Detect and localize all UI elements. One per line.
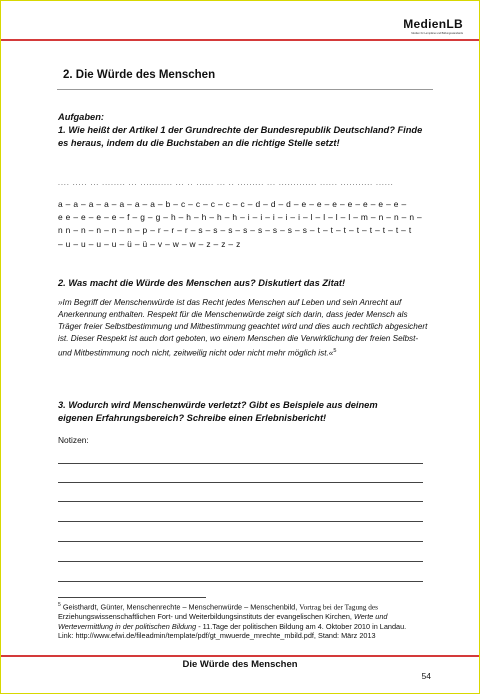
footnote-divider: [58, 597, 206, 598]
writing-line[interactable]: [58, 501, 423, 502]
task-1: [58, 111, 428, 150]
question-1: 1. Wie heißt der Artikel 1 der Grundrechte der Bundesrepublik Deutschland? Finde es heraus, indem du die Buchstaben an die richtige Stelle setzt!: [58, 125, 423, 148]
footnote-text: Erziehungswissenschaftlichen Fort- und Weiterbildungsinstituts der evangelischen Kirchen,: [58, 612, 354, 622]
writing-line[interactable]: [58, 541, 423, 542]
answer-placeholder-dots: .... ..... ... ........ ... ........... ... .. ...... ... .. ......... ... ............. ...... ........... ......: [58, 180, 394, 187]
footer-title: Die Würde des Menschen: [182, 659, 298, 670]
footnote-reference: 5: [333, 348, 337, 355]
footer-divider: [1, 655, 479, 657]
writing-line[interactable]: [58, 521, 423, 522]
writing-line[interactable]: [58, 463, 423, 464]
logo-name: MedienLB: [403, 17, 463, 31]
letter-line: a – a – a – a – a – a – a – b – c – c – c – c – c – d – d – d – e – e – e – e – e – e – e –: [58, 199, 407, 209]
writing-line[interactable]: [58, 561, 423, 562]
medienlb-logo: [403, 17, 463, 35]
letter-line: – u – u – u – u – ü – ü – v – w – w – z – z – z: [58, 238, 241, 249]
writing-line[interactable]: [58, 482, 423, 483]
header-divider: [1, 39, 479, 41]
footnote: [58, 601, 423, 641]
notes-label: Notizen:: [58, 435, 89, 445]
section-title: 2. Die Würde des Menschen: [63, 69, 216, 81]
quote-text: »Im Begriff der Menschenwürde ist das Recht jedes Menschen auf Leben und sein Anrecht auf Anerkennung enthalten. Respekt für die Menschenwürde zeigt sich darin, dass jeder Mensch als Träger freier Selbstbestimmung und Mitbestimmung geachtet wird und dies auch rechtlich abgesichert ist. Dieser Respekt ist auch dort geboten, wo einem Menschen die Verwirklichung der freien Selbst- und Mitbestimmung noch nicht, zeitweilig nicht oder nicht mehr möglich ist.«: [58, 298, 428, 359]
quote: [58, 297, 428, 360]
tasks-heading: Aufgaben:: [58, 112, 104, 122]
question-3: 3. Wodurch wird Menschenwürde verletzt? Gibt es Beispiele aus deinem eigenen Erfahrungsbereich? Schreibe einen Erlebnisbericht!: [58, 400, 378, 423]
logo-subtitle: Medien für Lernpläne und Bildungsstandards: [411, 32, 463, 35]
footnote-text: Geisthardt, Günter, Menschenrechte – Menschenwürde – Menschenbild,: [62, 602, 300, 612]
writing-line[interactable]: [58, 581, 423, 582]
page-number: 54: [421, 671, 431, 681]
section-divider: [57, 89, 433, 90]
letter-line: n n – n – n – n – n – p – r – r – r – s – s – s – s – s – s – s – s – t – t – t – t – t – t – t – t: [58, 225, 412, 236]
letter-line: e e – e – e – e – f – g – g – h – h – h – h – h – i – i – i – i – i – l – l – l – l – m – n – n – n –: [58, 212, 423, 223]
footnote-title: Werte und Wertevermittlung in der politischen Bildung: [58, 612, 388, 631]
letter-scramble: [58, 198, 428, 251]
question-2: 2. Was macht die Würde des Menschen aus? Diskutiert das Zitat!: [58, 278, 346, 288]
footnote-text: - 11.Tage der politischen Bildung am 4. Oktober 2010 in Landau. Link: http://www.efwi.de/fileadmin/template/pdf/gt_mwuerde_mrechte_mbild.pdf, Stand: März 2013: [58, 621, 407, 641]
footnote-text: Vortrag bei der Tagung des: [299, 602, 378, 612]
footnote-mark: 5: [58, 602, 61, 608]
